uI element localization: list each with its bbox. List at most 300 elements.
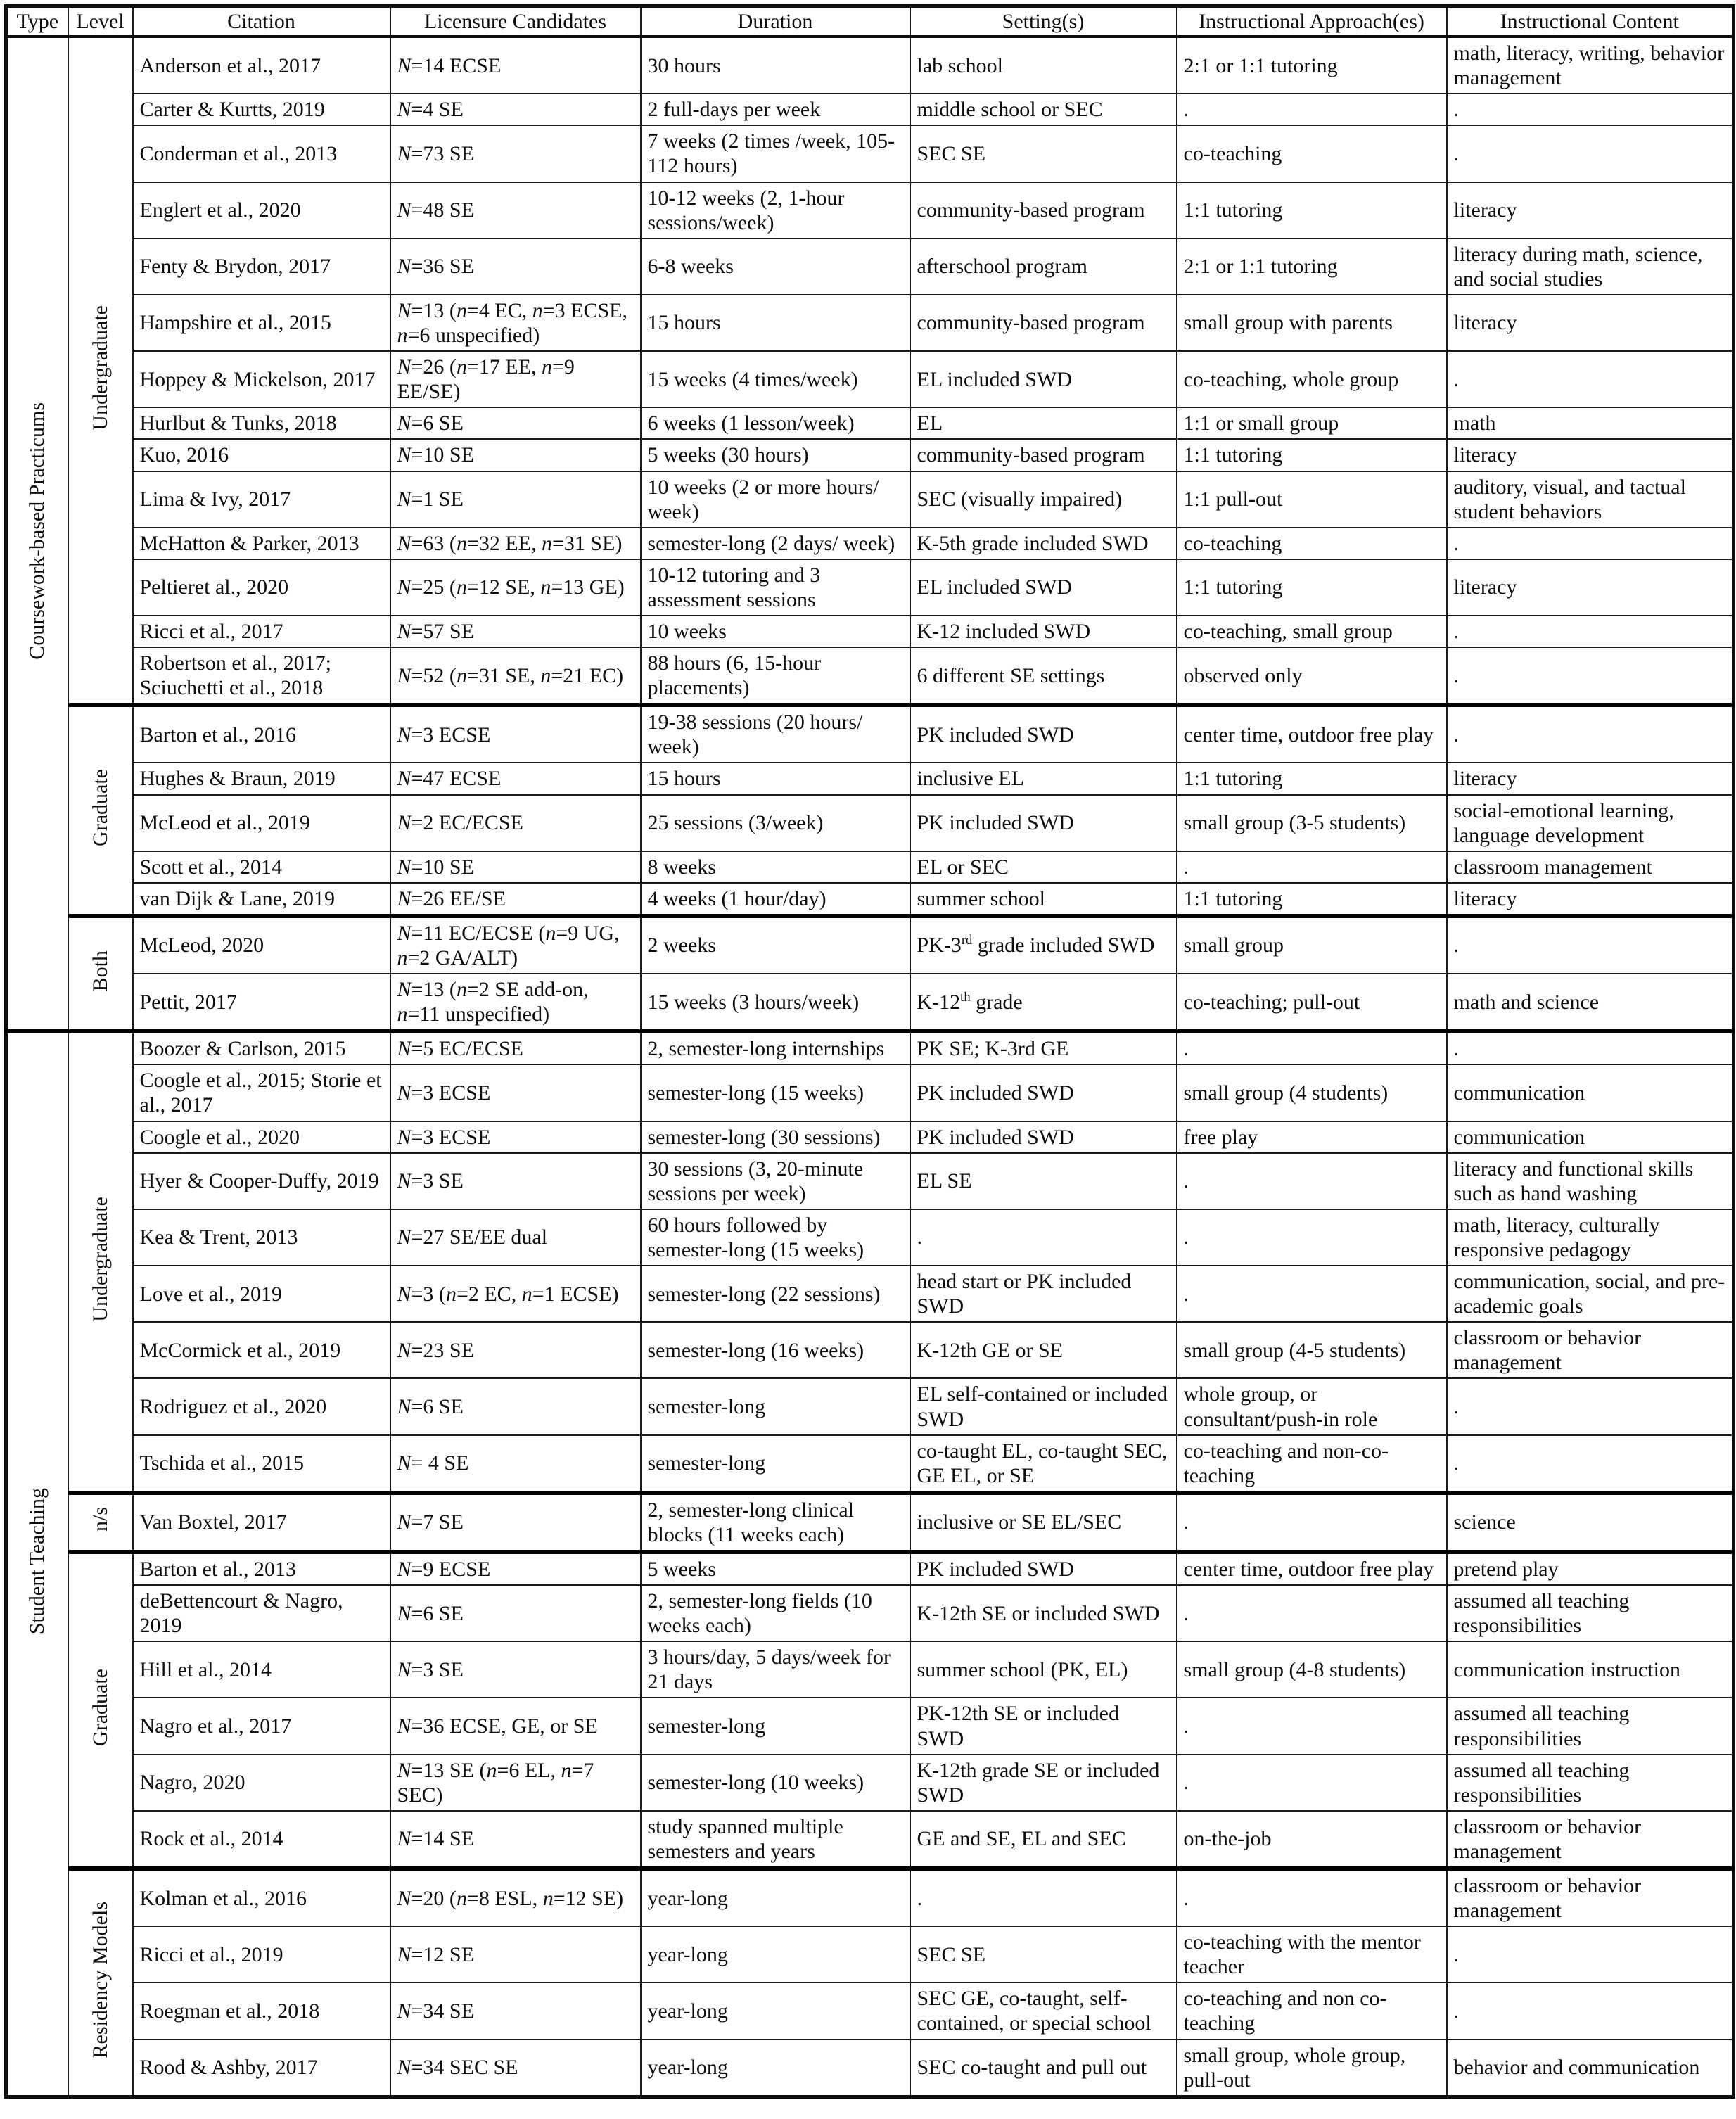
cell-duration: 10 weeks xyxy=(641,616,910,647)
cell-citation: Englert et al., 2020 xyxy=(133,182,390,238)
cell-citation: Tschida et al., 2015 xyxy=(133,1435,390,1493)
cell-duration: 2 weeks xyxy=(641,916,910,974)
cell-licensure-candidates: N=9 ECSE xyxy=(390,1552,641,1585)
cell-setting: community-based program xyxy=(910,295,1177,351)
cell-citation: Ricci et al., 2019 xyxy=(133,1926,390,1983)
column-header-citation: Citation xyxy=(133,6,390,37)
cell-licensure-candidates: N=27 SE/EE dual xyxy=(390,1209,641,1266)
column-header-instructional-approaches: Instructional Approach(es) xyxy=(1177,6,1447,37)
cell-setting: PK included SWD xyxy=(910,705,1177,763)
table-row xyxy=(6,795,1734,851)
cell-setting: co-taught EL, co-taught SEC, GE EL, or SE xyxy=(910,1435,1177,1493)
cell-instructional-approach: 1:1 tutoring xyxy=(1177,182,1447,238)
cell-instructional-approach: small group (3-5 students) xyxy=(1177,795,1447,851)
table-row xyxy=(6,1064,1734,1121)
cell-duration: 5 weeks (30 hours) xyxy=(641,439,910,471)
cell-duration: semester-long (10 weeks) xyxy=(641,1755,910,1811)
cell-instructional-approach: 2:1 or 1:1 tutoring xyxy=(1177,238,1447,295)
cell-setting: EL included SWD xyxy=(910,351,1177,407)
cell-citation: Rood & Ashby, 2017 xyxy=(133,2040,390,2097)
column-header-level: Level xyxy=(68,6,133,37)
cell-instructional-content: science xyxy=(1447,1493,1734,1552)
cell-licensure-candidates: N=73 SE xyxy=(390,125,641,182)
cell-instructional-approach: small group (4-8 students) xyxy=(1177,1641,1447,1698)
cell-licensure-candidates: N=36 ECSE, GE, or SE xyxy=(390,1698,641,1754)
cell-setting: summer school (PK, EL) xyxy=(910,1641,1177,1698)
cell-duration: semester-long (15 weeks) xyxy=(641,1064,910,1121)
cell-instructional-approach: small group (4-5 students) xyxy=(1177,1322,1447,1378)
cell-duration: 25 sessions (3/week) xyxy=(641,795,910,851)
cell-instructional-approach: . xyxy=(1177,94,1447,125)
cell-duration: semester-long (22 sessions) xyxy=(641,1266,910,1322)
cell-citation: Van Boxtel, 2017 xyxy=(133,1493,390,1552)
cell-duration: 2 full-days per week xyxy=(641,94,910,125)
table-row xyxy=(6,528,1734,559)
cell-citation: Love et al., 2019 xyxy=(133,1266,390,1322)
table-row xyxy=(6,439,1734,471)
cell-licensure-candidates: N=47 ECSE xyxy=(390,763,641,794)
cell-setting: K-5th grade included SWD xyxy=(910,528,1177,559)
cell-instructional-content: communication xyxy=(1447,1064,1734,1121)
cell-instructional-content: math and science xyxy=(1447,974,1734,1031)
cell-duration: semester-long (30 sessions) xyxy=(641,1121,910,1153)
table-row xyxy=(6,182,1734,238)
cell-instructional-content: . xyxy=(1447,351,1734,407)
cell-setting: PK-3rd grade included SWD xyxy=(910,916,1177,974)
cell-citation: McLeod et al., 2019 xyxy=(133,795,390,851)
cell-licensure-candidates: N=20 (n=8 ESL, n=12 SE) xyxy=(390,1869,641,1926)
cell-instructional-approach: . xyxy=(1177,1755,1447,1811)
cell-instructional-approach: 1:1 or small group xyxy=(1177,407,1447,439)
cell-citation: Hoppey & Mickelson, 2017 xyxy=(133,351,390,407)
table-row xyxy=(6,1585,1734,1641)
cell-setting: . xyxy=(910,1209,1177,1266)
cell-instructional-approach: observed only xyxy=(1177,647,1447,705)
cell-citation: Nagro et al., 2017 xyxy=(133,1698,390,1754)
cell-duration: year-long xyxy=(641,1926,910,1983)
cell-licensure-candidates: N=2 EC/ECSE xyxy=(390,795,641,851)
level-group-label: Undergraduate xyxy=(88,1197,112,1322)
cell-citation: Conderman et al., 2013 xyxy=(133,125,390,182)
table-row xyxy=(6,883,1734,916)
cell-licensure-candidates: N=34 SEC SE xyxy=(390,2040,641,2097)
cell-citation: Robertson et al., 2017; Sciuchetti et al., 2018 xyxy=(133,647,390,705)
cell-duration: 8 weeks xyxy=(641,851,910,883)
table-row xyxy=(6,647,1734,705)
table-row xyxy=(6,407,1734,439)
cell-citation: Kea & Trent, 2013 xyxy=(133,1209,390,1266)
cell-instructional-content: auditory, visual, and tactual student behaviors xyxy=(1447,471,1734,528)
cell-instructional-approach: . xyxy=(1177,1869,1447,1926)
level-group-label: Undergraduate xyxy=(88,305,112,431)
cell-instructional-content: literacy xyxy=(1447,439,1734,471)
cell-duration: 2, semester-long clinical blocks (11 weeks each) xyxy=(641,1493,910,1552)
cell-setting: PK included SWD xyxy=(910,1121,1177,1153)
cell-licensure-candidates: N=23 SE xyxy=(390,1322,641,1378)
cell-setting: EL or SEC xyxy=(910,851,1177,883)
cell-setting: K-12th grade SE or included SWD xyxy=(910,1755,1177,1811)
cell-instructional-approach: . xyxy=(1177,1493,1447,1552)
table-row xyxy=(6,238,1734,295)
level-group-label: Graduate xyxy=(88,1668,112,1746)
cell-instructional-content: . xyxy=(1447,916,1734,974)
cell-setting: EL xyxy=(910,407,1177,439)
cell-licensure-candidates: N=5 EC/ECSE xyxy=(390,1031,641,1064)
cell-setting: community-based program xyxy=(910,439,1177,471)
type-group-label: Coursework-based Practicums xyxy=(25,402,49,660)
cell-setting: PK-12th SE or included SWD xyxy=(910,1698,1177,1754)
cell-licensure-candidates: N=11 EC/ECSE (n=9 UG, n=2 GA/ALT) xyxy=(390,916,641,974)
cell-instructional-approach: co-teaching and non co-teaching xyxy=(1177,1983,1447,2039)
cell-duration: year-long xyxy=(641,1983,910,2039)
table-row xyxy=(6,1493,1734,1552)
cell-instructional-approach: 1:1 tutoring xyxy=(1177,763,1447,794)
cell-instructional-content: . xyxy=(1447,528,1734,559)
table-row xyxy=(6,1641,1734,1698)
cell-instructional-approach: . xyxy=(1177,1585,1447,1641)
cell-instructional-approach: 1:1 pull-out xyxy=(1177,471,1447,528)
cell-licensure-candidates: N=3 SE xyxy=(390,1641,641,1698)
table-row xyxy=(6,1378,1734,1434)
cell-setting: SEC co-taught and pull out xyxy=(910,2040,1177,2097)
cell-citation: McCormick et al., 2019 xyxy=(133,1322,390,1378)
cell-instructional-content: . xyxy=(1447,1983,1734,2039)
cell-setting: SEC GE, co-taught, self-contained, or special school xyxy=(910,1983,1177,2039)
cell-instructional-content: . xyxy=(1447,1031,1734,1064)
table-row xyxy=(6,1031,1734,1064)
cell-instructional-content: . xyxy=(1447,125,1734,182)
cell-setting: PK included SWD xyxy=(910,1064,1177,1121)
cell-citation: Hughes & Braun, 2019 xyxy=(133,763,390,794)
cell-setting: K-12th SE or included SWD xyxy=(910,1585,1177,1641)
cell-instructional-content: literacy during math, science, and social studies xyxy=(1447,238,1734,295)
cell-citation: Barton et al., 2016 xyxy=(133,705,390,763)
cell-instructional-content: communication, social, and pre-academic goals xyxy=(1447,1266,1734,1322)
cell-duration: 30 hours xyxy=(641,37,910,94)
level-group-cell xyxy=(68,1552,133,1869)
cell-setting: inclusive EL xyxy=(910,763,1177,794)
cell-duration: semester-long xyxy=(641,1378,910,1434)
table-row xyxy=(6,1153,1734,1209)
cell-instructional-approach: 2:1 or 1:1 tutoring xyxy=(1177,37,1447,94)
type-group-label: Student Teaching xyxy=(25,1488,49,1635)
cell-duration: 7 weeks (2 times /week, 105-112 hours) xyxy=(641,125,910,182)
cell-setting: middle school or SEC xyxy=(910,94,1177,125)
cell-setting: EL included SWD xyxy=(910,559,1177,616)
cell-citation: Barton et al., 2013 xyxy=(133,1552,390,1585)
table-row xyxy=(6,763,1734,794)
cell-instructional-content: literacy xyxy=(1447,559,1734,616)
cell-instructional-approach: co-teaching and non-co-teaching xyxy=(1177,1435,1447,1493)
cell-citation: Ricci et al., 2017 xyxy=(133,616,390,647)
cell-instructional-content: communication instruction xyxy=(1447,1641,1734,1698)
table-row xyxy=(6,351,1734,407)
cell-instructional-content: classroom or behavior management xyxy=(1447,1869,1734,1926)
cell-instructional-approach: co-teaching xyxy=(1177,528,1447,559)
cell-setting: EL SE xyxy=(910,1153,1177,1209)
cell-citation: Carter & Kurtts, 2019 xyxy=(133,94,390,125)
level-group-label: Residency Models xyxy=(88,1902,112,2058)
cell-setting: afterschool program xyxy=(910,238,1177,295)
cell-citation: Nagro, 2020 xyxy=(133,1755,390,1811)
table-row xyxy=(6,559,1734,616)
cell-instructional-content: . xyxy=(1447,1435,1734,1493)
level-group-cell xyxy=(68,916,133,1031)
cell-duration: study spanned multiple semesters and years xyxy=(641,1811,910,1869)
column-header-licensure-candidates: Licensure Candidates xyxy=(390,6,641,37)
level-group-label: Both xyxy=(88,950,112,992)
cell-instructional-content: communication xyxy=(1447,1121,1734,1153)
cell-setting: community-based program xyxy=(910,182,1177,238)
cell-setting: . xyxy=(910,1869,1177,1926)
cell-instructional-approach: on-the-job xyxy=(1177,1811,1447,1869)
cell-licensure-candidates: N=4 SE xyxy=(390,94,641,125)
column-header-instructional-content: Instructional Content xyxy=(1447,6,1734,37)
cell-citation: Peltieret al., 2020 xyxy=(133,559,390,616)
cell-duration: 6-8 weeks xyxy=(641,238,910,295)
studies-table xyxy=(4,4,1735,2099)
cell-setting: head start or PK included SWD xyxy=(910,1266,1177,1322)
cell-citation: deBettencourt & Nagro, 2019 xyxy=(133,1585,390,1641)
cell-instructional-approach: 1:1 tutoring xyxy=(1177,883,1447,916)
cell-instructional-content: . xyxy=(1447,616,1734,647)
table-row xyxy=(6,974,1734,1031)
cell-instructional-content: behavior and communication xyxy=(1447,2040,1734,2097)
table-row xyxy=(6,125,1734,182)
cell-licensure-candidates: N=3 ECSE xyxy=(390,705,641,763)
table-row xyxy=(6,471,1734,528)
cell-instructional-content: literacy xyxy=(1447,295,1734,351)
cell-instructional-approach: . xyxy=(1177,851,1447,883)
cell-duration: 15 weeks (4 times/week) xyxy=(641,351,910,407)
table-row xyxy=(6,94,1734,125)
cell-setting: summer school xyxy=(910,883,1177,916)
cell-citation: Hurlbut & Tunks, 2018 xyxy=(133,407,390,439)
cell-licensure-candidates: N=36 SE xyxy=(390,238,641,295)
cell-duration: semester-long xyxy=(641,1698,910,1754)
cell-instructional-approach: . xyxy=(1177,1266,1447,1322)
table-row xyxy=(6,916,1734,974)
level-group-cell xyxy=(68,37,133,705)
cell-duration: 4 weeks (1 hour/day) xyxy=(641,883,910,916)
cell-instructional-content: classroom or behavior management xyxy=(1447,1811,1734,1869)
cell-setting: inclusive or SE EL/SEC xyxy=(910,1493,1177,1552)
cell-instructional-approach: free play xyxy=(1177,1121,1447,1153)
cell-instructional-approach: co-teaching, whole group xyxy=(1177,351,1447,407)
cell-instructional-content: classroom or behavior management xyxy=(1447,1322,1734,1378)
cell-citation: Pettit, 2017 xyxy=(133,974,390,1031)
cell-duration: 2, semester-long fields (10 weeks each) xyxy=(641,1585,910,1641)
cell-licensure-candidates: N=3 SE xyxy=(390,1153,641,1209)
cell-duration: 15 hours xyxy=(641,763,910,794)
cell-instructional-approach: co-teaching with the mentor teacher xyxy=(1177,1926,1447,1983)
cell-instructional-approach: . xyxy=(1177,1153,1447,1209)
type-group-cell xyxy=(6,37,68,1031)
cell-instructional-approach: 1:1 tutoring xyxy=(1177,559,1447,616)
cell-licensure-candidates: N=10 SE xyxy=(390,851,641,883)
cell-licensure-candidates: N=48 SE xyxy=(390,182,641,238)
cell-licensure-candidates: N= 4 SE xyxy=(390,1435,641,1493)
cell-instructional-approach: small group xyxy=(1177,916,1447,974)
cell-instructional-approach: 1:1 tutoring xyxy=(1177,439,1447,471)
cell-citation: Hill et al., 2014 xyxy=(133,1641,390,1698)
cell-instructional-approach: . xyxy=(1177,1031,1447,1064)
table-row xyxy=(6,1552,1734,1585)
table-header xyxy=(6,6,1734,37)
cell-instructional-content: literacy and functional skills such as hand washing xyxy=(1447,1153,1734,1209)
cell-instructional-content: assumed all teaching responsibilities xyxy=(1447,1698,1734,1754)
table-row xyxy=(6,1698,1734,1754)
cell-licensure-candidates: N=34 SE xyxy=(390,1983,641,2039)
table-body xyxy=(6,37,1734,2096)
cell-duration: 15 weeks (3 hours/week) xyxy=(641,974,910,1031)
cell-duration: 60 hours followed by semester-long (15 weeks) xyxy=(641,1209,910,1266)
cell-licensure-candidates: N=7 SE xyxy=(390,1493,641,1552)
level-group-cell xyxy=(68,705,133,916)
cell-licensure-candidates: N=6 SE xyxy=(390,407,641,439)
cell-instructional-approach: co-teaching, small group xyxy=(1177,616,1447,647)
cell-instructional-content: . xyxy=(1447,647,1734,705)
table-row xyxy=(6,1983,1734,2039)
level-group-cell xyxy=(68,1869,133,2096)
table-row xyxy=(6,1926,1734,1983)
cell-instructional-content: assumed all teaching responsibilities xyxy=(1447,1585,1734,1641)
cell-duration: 10-12 weeks (2, 1-hour sessions/week) xyxy=(641,182,910,238)
cell-setting: K-12th grade xyxy=(910,974,1177,1031)
cell-instructional-content: math xyxy=(1447,407,1734,439)
column-header-settings: Setting(s) xyxy=(910,6,1177,37)
cell-licensure-candidates: N=6 SE xyxy=(390,1585,641,1641)
table-row xyxy=(6,1435,1734,1493)
column-header-type: Type xyxy=(6,6,68,37)
cell-licensure-candidates: N=26 (n=17 EE, n=9 EE/SE) xyxy=(390,351,641,407)
cell-duration: year-long xyxy=(641,1869,910,1926)
cell-setting: GE and SE, EL and SEC xyxy=(910,1811,1177,1869)
cell-instructional-approach: small group with parents xyxy=(1177,295,1447,351)
cell-setting: EL self-contained or included SWD xyxy=(910,1378,1177,1434)
level-group-cell xyxy=(68,1493,133,1552)
table-row xyxy=(6,295,1734,351)
cell-instructional-approach: whole group, or consultant/push-in role xyxy=(1177,1378,1447,1434)
cell-duration: 6 weeks (1 lesson/week) xyxy=(641,407,910,439)
table-row xyxy=(6,1811,1734,1869)
cell-duration: semester-long (2 days/ week) xyxy=(641,528,910,559)
cell-licensure-candidates: N=10 SE xyxy=(390,439,641,471)
table-row xyxy=(6,1755,1734,1811)
cell-duration: 19-38 sessions (20 hours/ week) xyxy=(641,705,910,763)
cell-instructional-approach: . xyxy=(1177,1209,1447,1266)
cell-instructional-content: . xyxy=(1447,705,1734,763)
cell-licensure-candidates: N=3 ECSE xyxy=(390,1121,641,1153)
cell-licensure-candidates: N=14 ECSE xyxy=(390,37,641,94)
table-row xyxy=(6,1121,1734,1153)
table-row xyxy=(6,705,1734,763)
cell-citation: Coogle et al., 2015; Storie et al., 2017 xyxy=(133,1064,390,1121)
cell-setting: PK included SWD xyxy=(910,1552,1177,1585)
cell-duration: 5 weeks xyxy=(641,1552,910,1585)
cell-citation: Hampshire et al., 2015 xyxy=(133,295,390,351)
cell-citation: Lima & Ivy, 2017 xyxy=(133,471,390,528)
cell-instructional-approach: center time, outdoor free play xyxy=(1177,705,1447,763)
cell-licensure-candidates: N=3 ECSE xyxy=(390,1064,641,1121)
cell-licensure-candidates: N=63 (n=32 EE, n=31 SE) xyxy=(390,528,641,559)
cell-citation: Kuo, 2016 xyxy=(133,439,390,471)
cell-instructional-approach: small group, whole group, pull-out xyxy=(1177,2040,1447,2097)
cell-citation: Coogle et al., 2020 xyxy=(133,1121,390,1153)
cell-setting: SEC SE xyxy=(910,125,1177,182)
cell-instructional-approach: . xyxy=(1177,1698,1447,1754)
cell-setting: PK SE; K-3rd GE xyxy=(910,1031,1177,1064)
cell-instructional-approach: co-teaching xyxy=(1177,125,1447,182)
cell-citation: McLeod, 2020 xyxy=(133,916,390,974)
cell-licensure-candidates: N=1 SE xyxy=(390,471,641,528)
cell-licensure-candidates: N=13 (n=2 SE add-on, n=11 unspecified) xyxy=(390,974,641,1031)
cell-instructional-content: social-emotional learning, language development xyxy=(1447,795,1734,851)
cell-duration: semester-long (16 weeks) xyxy=(641,1322,910,1378)
table-row xyxy=(6,1266,1734,1322)
cell-licensure-candidates: N=52 (n=31 SE, n=21 EC) xyxy=(390,647,641,705)
cell-licensure-candidates: N=13 (n=4 EC, n=3 ECSE, n=6 unspecified) xyxy=(390,295,641,351)
table-row xyxy=(6,1322,1734,1378)
cell-duration: year-long xyxy=(641,2040,910,2097)
type-group-cell xyxy=(6,1031,68,2096)
cell-duration: 3 hours/day, 5 days/week for 21 days xyxy=(641,1641,910,1698)
cell-licensure-candidates: N=6 SE xyxy=(390,1378,641,1434)
cell-citation: Kolman et al., 2016 xyxy=(133,1869,390,1926)
level-group-label: Graduate xyxy=(88,769,112,846)
table-row xyxy=(6,1869,1734,1926)
cell-duration: 2, semester-long internships xyxy=(641,1031,910,1064)
cell-duration: 15 hours xyxy=(641,295,910,351)
cell-citation: Hyer & Cooper-Duffy, 2019 xyxy=(133,1153,390,1209)
cell-instructional-content: literacy xyxy=(1447,182,1734,238)
cell-setting: lab school xyxy=(910,37,1177,94)
cell-licensure-candidates: N=26 EE/SE xyxy=(390,883,641,916)
level-group-label: n/s xyxy=(88,1507,112,1532)
cell-citation: Scott et al., 2014 xyxy=(133,851,390,883)
cell-instructional-content: math, literacy, writing, behavior management xyxy=(1447,37,1734,94)
cell-instructional-approach: co-teaching; pull-out xyxy=(1177,974,1447,1031)
table-row xyxy=(6,2040,1734,2097)
cell-setting: K-12th GE or SE xyxy=(910,1322,1177,1378)
cell-citation: Roegman et al., 2018 xyxy=(133,1983,390,2039)
cell-duration: 88 hours (6, 15-hour placements) xyxy=(641,647,910,705)
cell-licensure-candidates: N=25 (n=12 SE, n=13 GE) xyxy=(390,559,641,616)
cell-instructional-content: math, literacy, culturally responsive pedagogy xyxy=(1447,1209,1734,1266)
cell-instructional-approach: small group (4 students) xyxy=(1177,1064,1447,1121)
cell-licensure-candidates: N=57 SE xyxy=(390,616,641,647)
cell-licensure-candidates: N=3 (n=2 EC, n=1 ECSE) xyxy=(390,1266,641,1322)
cell-setting: K-12 included SWD xyxy=(910,616,1177,647)
cell-instructional-content: . xyxy=(1447,94,1734,125)
cell-setting: SEC SE xyxy=(910,1926,1177,1983)
cell-instructional-content: assumed all teaching responsibilities xyxy=(1447,1755,1734,1811)
cell-citation: van Dijk & Lane, 2019 xyxy=(133,883,390,916)
cell-instructional-content: . xyxy=(1447,1378,1734,1434)
table-row xyxy=(6,851,1734,883)
column-header-duration: Duration xyxy=(641,6,910,37)
cell-citation: McHatton & Parker, 2013 xyxy=(133,528,390,559)
table-row xyxy=(6,616,1734,647)
level-group-cell xyxy=(68,1031,133,1493)
cell-setting: 6 different SE settings xyxy=(910,647,1177,705)
cell-duration: semester-long xyxy=(641,1435,910,1493)
cell-instructional-content: pretend play xyxy=(1447,1552,1734,1585)
cell-instructional-content: literacy xyxy=(1447,763,1734,794)
cell-citation: Fenty & Brydon, 2017 xyxy=(133,238,390,295)
cell-duration: 30 sessions (3, 20-minute sessions per week) xyxy=(641,1153,910,1209)
cell-licensure-candidates: N=13 SE (n=6 EL, n=7 SEC) xyxy=(390,1755,641,1811)
